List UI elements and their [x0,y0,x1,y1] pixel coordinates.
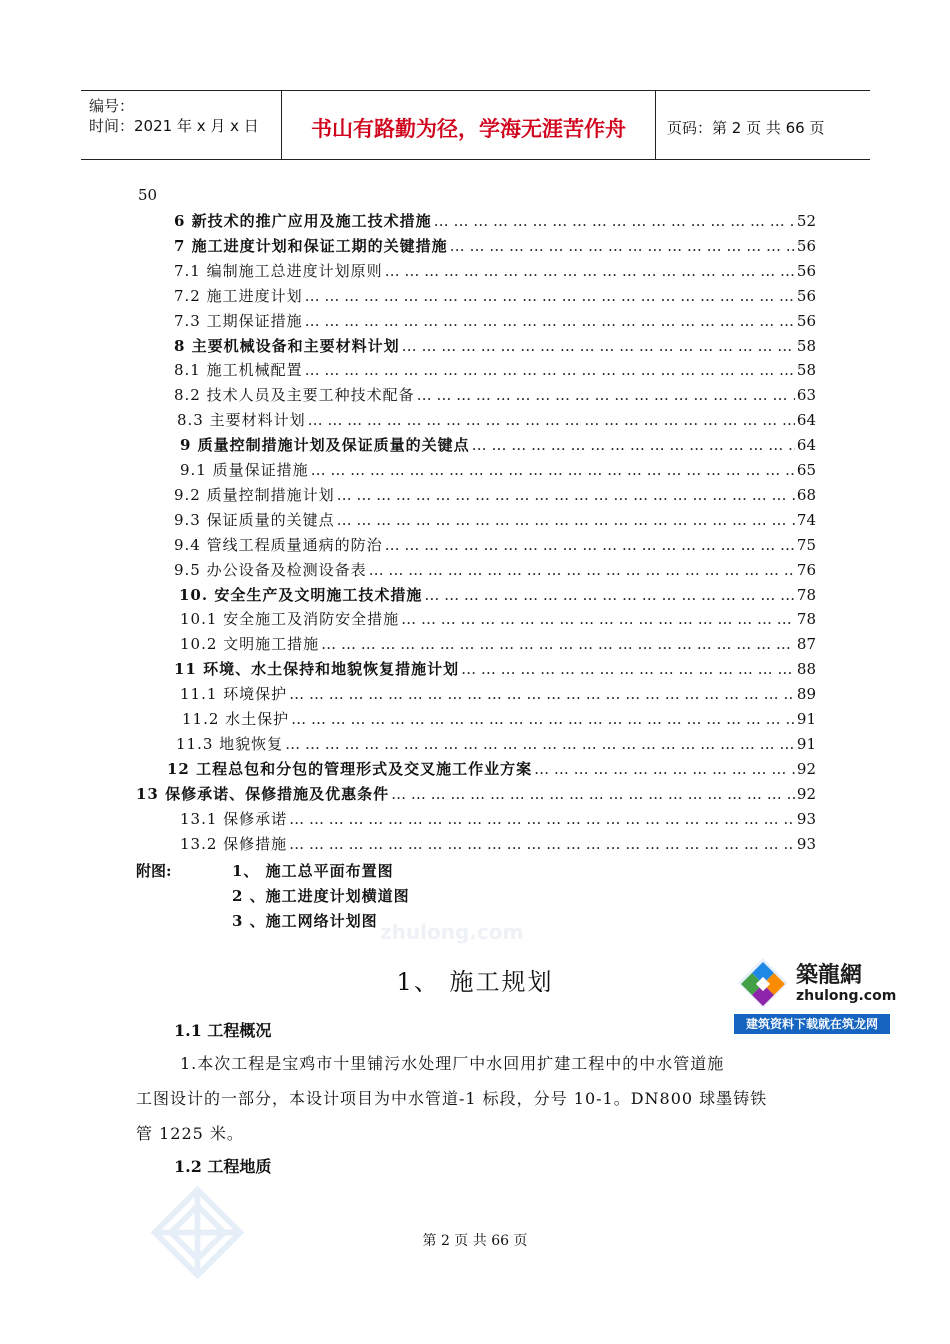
toc-entry-page: 65 [796,461,816,479]
toc-entry-title: 9.4 管线工程质量通病的防治 [174,535,383,554]
toc-entry-page: 58 [796,336,816,355]
body-paragraph-line: 1.本次工程是宝鸡市十里铺污水处理厂中水回用扩建工程中的中水管道施 [180,1054,725,1073]
toc-leader-dots [321,635,795,653]
toc-entry-page: 88 [796,660,816,679]
toc-entry [174,285,816,309]
toc-entry-title: 10. 安全生产及文明施工技术措施 [179,585,423,604]
toc-entry-title: 11.2 水土保护 [182,710,290,728]
toc-entry-title: 9 质量控制措施计划及保证质量的关键点 [180,436,470,455]
toc-entry [167,758,816,782]
page-info: 页码：第 2 页 共 66 页 [667,119,825,137]
toc-entry-page: 68 [796,485,816,504]
toc-entry-title: 7 施工进度计划和保证工期的关键措施 [174,236,448,255]
toc-entry-page: 56 [796,311,816,330]
toc-entry [180,608,816,632]
toc-entry-page: 56 [796,236,816,255]
toc-entry [180,459,816,483]
toc-entry-title: 6 新技术的推广应用及施工技术措施 [174,212,432,230]
toc-entry-page: 64 [796,436,816,455]
toc-entry-page: 64 [796,411,816,430]
toc-entry-title: 13.2 保修措施 [180,834,288,853]
toc-leader-dots [401,610,795,628]
toc-leader-dots [385,536,795,554]
page-footer: 第 2 页 共 66 页 [422,1233,528,1249]
toc-entry-title: 9.1 质量保证措施 [180,461,309,479]
toc-entry-title: 11.1 环境保护 [180,685,288,704]
toc-entry [174,484,816,508]
watermark-text: zhulong.com [380,920,524,944]
toc-leader-dots [534,760,795,778]
toc-entry [180,683,816,707]
subsection-heading: 1.2 工程地质 [174,1157,272,1176]
appendix-item: 2 、施工进度计划横道图 [232,887,410,905]
motto-text: 书山有路勤为径，学海无涯苦作舟 [311,117,626,141]
zhulong-logo [734,952,897,1034]
toc-leader-dots [305,312,795,330]
toc-leader-dots [289,810,795,828]
header-motto-cell [281,91,656,159]
section-title: 1、 施工规划 [396,968,554,996]
toc-leader-dots [285,735,795,753]
toc-entry [176,733,816,757]
toc-entry [180,833,816,857]
toc-leader-dots [385,262,795,280]
toc-entry-title: 8.3 主要材料计划 [177,411,306,430]
toc-leader-dots [434,212,795,230]
toc-entry-title: 10.1 安全施工及消防安全措施 [180,610,400,629]
appendix-label: 附图: [136,862,172,880]
toc-leader-dots [305,287,795,305]
toc-entry-title: 11.3 地貌恢复 [176,734,284,753]
toc-entry-page: 92 [796,759,816,778]
toc-entry [174,210,816,234]
toc-entry-page: 91 [796,734,816,753]
doc-number-label: 编号： [89,97,135,115]
toc-entry-page: 75 [796,535,816,554]
toc-entry [179,584,816,608]
appendix-item: 1、 施工总平面布置图 [232,862,394,880]
toc-leader-dots [337,511,795,529]
toc-entry [177,409,816,433]
toc-entry [174,384,816,408]
toc-leader-dots [417,386,795,404]
toc-entry-title: 7.2 施工进度计划 [174,286,303,305]
toc-leader-dots [369,561,795,579]
appendix-item: 3 、施工网络计划图 [232,912,378,930]
toc-entry [180,633,816,657]
toc-entry-page: 92 [796,784,816,803]
toc-entry [180,808,816,832]
date-line: 时间：2021 年 x 月 x 日 [89,117,259,135]
toc-entry-page: 56 [796,261,816,280]
toc-entry-page: 63 [796,386,816,405]
toc-entry-title: 7.1 编制施工总进度计划原则 [174,261,383,280]
toc-leader-dots [391,785,795,803]
toc-entry [174,260,816,284]
toc-entry-page: 56 [796,286,816,305]
body-paragraph-line: 管 1225 米。 [136,1124,244,1143]
logo-slogan: 建筑资料下载就在筑龙网 [734,1014,890,1034]
toc-leader-dots [450,237,795,255]
toc-entry-page: 52 [796,212,816,230]
toc-entry [174,235,816,259]
toc-entry-page: 89 [796,685,816,704]
toc-entry-title: 10.2 文明施工措施 [180,635,320,654]
toc-leader-dots [305,361,795,379]
toc-entry-title: 13 保修承诺、保修措施及优惠条件 [136,784,390,803]
toc-entry-title: 9.3 保证质量的关键点 [174,510,335,529]
toc-entry-page: 93 [796,834,816,853]
toc-entry-title: 7.3 工期保证措施 [174,311,303,330]
toc-entry-page: 91 [796,710,816,728]
toc-entry-title: 9.2 质量控制措施计划 [174,485,335,504]
toc-leader-dots [472,436,795,454]
logo-emblem-icon [736,956,790,1010]
toc-leader-dots [461,660,795,678]
toc-entry [174,310,816,334]
toc-leader-dots [311,461,795,479]
toc-entry-title: 13.1 保修承诺 [180,809,288,828]
toc-entry-page: 78 [796,585,816,604]
toc-entry [174,359,816,383]
toc-entry-title: 11 环境、水土保持和地貌恢复措施计划 [174,660,460,679]
subsection-heading: 1.1 工程概况 [174,1021,272,1040]
toc-entry [174,509,816,533]
header-page-cell [655,91,870,159]
toc-entry-title: 8.2 技术人员及主要工种技术配备 [174,386,415,405]
body-paragraph-line: 工图设计的一部分，本设计项目为中水管道-1 标段，分号 10-1。DN800 球墨铸铁 [136,1089,768,1108]
toc-entry-title: 8 主要机械设备和主要材料计划 [174,336,400,355]
page-header [81,90,870,160]
toc-leader-dots [424,586,795,604]
toc-leader-dots [337,486,795,504]
toc-entry [180,434,816,458]
logo-chinese-name: 築龍網 [796,963,863,988]
toc-entry [182,708,816,732]
toc-leader-dots [289,835,795,853]
logo-domain: zhulong.com [796,988,897,1004]
toc-entry-page: 78 [796,610,816,629]
toc-entry [174,335,816,359]
header-meta-cell [81,91,281,159]
toc-entry [136,783,816,807]
toc-entry-title: 9.5 办公设备及检测设备表 [174,560,367,579]
toc-leader-dots [308,411,795,429]
toc-entry [174,658,816,682]
toc-leader-dots [402,337,795,355]
toc-carryover-page-number: 50 [138,186,158,204]
toc-entry-title: 12 工程总包和分包的管理形式及交叉施工作业方案 [167,759,533,778]
toc-entry [174,534,816,558]
toc-entry-page: 93 [796,809,816,828]
toc-entry-page: 74 [796,510,816,529]
toc-entry-title: 8.1 施工机械配置 [174,361,303,380]
toc-entry-page: 58 [796,361,816,380]
toc-entry-page: 76 [796,560,816,579]
toc-leader-dots [291,710,795,728]
toc-leader-dots [289,685,795,703]
toc-entry-page: 87 [796,635,816,654]
toc-entry [174,559,816,583]
